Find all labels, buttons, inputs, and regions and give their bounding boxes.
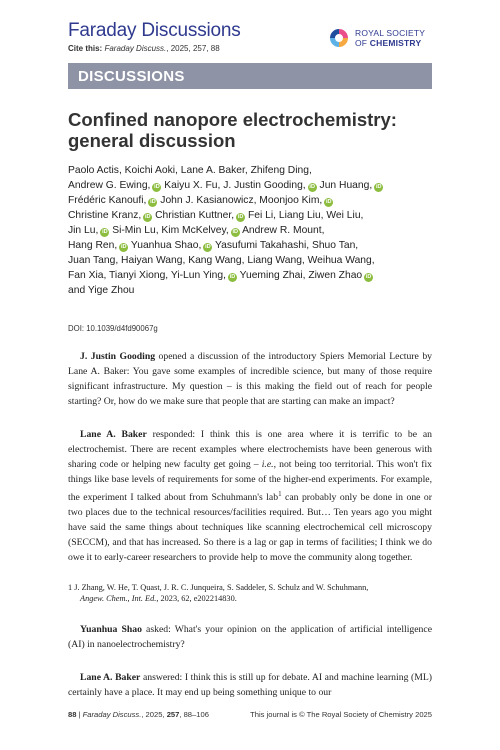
rsc-logo-icon xyxy=(328,27,350,49)
footer-year: , 2025, xyxy=(141,710,165,719)
author-text: Fei Li, Liang Liu, Wei Liu, xyxy=(247,210,364,221)
cite-rest: , 2025, 257, 88 xyxy=(166,44,220,53)
reference-authors: J. Zhang, W. He, T. Quast, J. R. C. Junqueira, S. Saddeler, S. Schulz and W. Schuhmann, xyxy=(74,583,369,592)
paragraph-text: answered: I think this is still up for debate. AI and machine learning (ML) certainly have a place. It may end up being something unique to our xyxy=(68,672,432,698)
orcid-icon[interactable]: iD xyxy=(232,229,239,235)
paragraph-text: , not being too territorial. This won't fix things like base levels of requirements for some of the higher-end experiments. For example, the experiment I talked about from Schuhmann's lab xyxy=(68,459,432,504)
author-line xyxy=(68,238,438,253)
paragraph-text: opened a discussion of the introductory Spiers Memorial Lecture by Lane A. Baker: You gave some examples of incredible science, but many of those require significant infrastructure. My question – is this making the field out of reach for people starting? Or, how do we make sure that people that are starting can make an impact? xyxy=(68,351,433,407)
rsc-logo xyxy=(328,27,425,49)
reference-journal: Angew. Chem., Int. Ed. xyxy=(80,594,157,603)
journal-header xyxy=(68,20,241,53)
author-text: Juan Tang, Haiyan Wang, Kang Wang, Liang Wang, Weihua Wang, xyxy=(68,255,375,266)
author-text: Si-Min Lu, Kim McKelvey, xyxy=(112,225,229,236)
speaker-name: Lane A. Baker xyxy=(80,429,147,440)
section-banner-label: DISCUSSIONS xyxy=(78,68,185,85)
reference-line xyxy=(68,582,432,593)
author-text: Christian Kuttner, xyxy=(155,210,235,221)
paragraph-italic: i.e. xyxy=(261,459,274,470)
speaker-name: J. Justin Gooding xyxy=(80,351,156,362)
paragraph-text: responded: I think this is one area where it is terrific to be an electrochemist. There are recent examples where electrochemists have been generous with sharing code or helping new faculty get going – xyxy=(68,429,433,470)
author-text: Andrew G. Ewing, xyxy=(68,180,151,191)
reference-number: 1 xyxy=(68,583,73,592)
author-line xyxy=(68,268,438,283)
footer-pages: , 88–106 xyxy=(179,710,209,719)
journal-title: Faraday Discussions xyxy=(68,20,241,41)
title-line-2: general discussion xyxy=(68,130,236,151)
paragraph-text: asked: What's your opinion on the application of artificial intelligence (AI) in nanoelectrochemistry? xyxy=(68,624,433,650)
paragraph-2 xyxy=(68,427,432,565)
author-text: Jun Huang, xyxy=(319,180,373,191)
reference-link[interactable]: 1 xyxy=(278,490,282,498)
orcid-icon[interactable]: iD xyxy=(154,184,160,190)
paragraph-3 xyxy=(68,622,432,652)
page-footer xyxy=(68,710,432,719)
author-list xyxy=(68,163,438,298)
footer-left: 88 | Faraday Discuss., 2025, 257, 88–106 xyxy=(68,710,209,719)
author-text: John J. Kasianowicz, Moonjoo Kim, xyxy=(160,195,323,206)
orcid-icon[interactable]: iD xyxy=(326,199,332,205)
author-text: and Yige Zhou xyxy=(68,285,135,296)
cite-journal: Faraday Discuss. xyxy=(104,44,167,53)
orcid-icon[interactable]: iD xyxy=(120,244,127,250)
speaker-name: Lane A. Baker xyxy=(80,672,141,683)
orcid-icon[interactable]: iD xyxy=(150,199,156,205)
article-title xyxy=(68,109,438,151)
section-banner xyxy=(68,63,432,89)
rsc-logo-text xyxy=(355,28,425,48)
paragraph-1 xyxy=(68,349,432,409)
page-number: 88 xyxy=(68,710,77,719)
orcid-icon[interactable]: iD xyxy=(365,274,372,280)
author-text: Paolo Actis, Koichi Aoki, Lane A. Baker, Zhifeng Ding, xyxy=(68,165,312,176)
author-line xyxy=(68,193,438,208)
orcid-icon[interactable]: iD xyxy=(205,244,211,250)
cite-prefix: Cite this: xyxy=(68,44,103,53)
rsc-line1: ROYAL SOCIETY xyxy=(355,28,426,38)
doi-link[interactable]: DOI: 10.1039/d4fd90067g xyxy=(68,324,158,333)
author-text: Andrew R. Mount, xyxy=(242,225,325,236)
reference-line xyxy=(68,593,432,604)
rsc-line2 xyxy=(355,38,425,48)
reference-details: , 2023, 62, e202214830. xyxy=(156,594,237,603)
author-text: Frédéric Kanoufi, xyxy=(68,195,147,206)
rsc-line2-prefix: OF xyxy=(355,38,368,48)
paragraph-text: can probably only be done in one or two places due to the technical resources/facilities required. But… Ten years ago you might have said the same things about techniques like scanning electrochemical cell microscopy (SECCM), and that has increased. So there is a lag or gap in terms of facilities; I think we do owe it to early-career researchers to provide help to move the community along together. xyxy=(68,492,432,564)
orcid-icon[interactable]: iD xyxy=(145,214,151,220)
author-line xyxy=(68,208,438,223)
author-line xyxy=(68,178,438,193)
author-text: Kaiyu X. Fu, J. Justin Gooding, xyxy=(164,180,306,191)
orcid-icon[interactable]: iD xyxy=(237,214,244,220)
orcid-icon[interactable]: iD xyxy=(309,184,315,190)
author-text: Christine Kranz, xyxy=(68,210,142,221)
author-text: Yueming Zhai, Ziwen Zhao xyxy=(239,270,363,281)
orcid-icon[interactable]: iD xyxy=(375,184,382,190)
title-line-1: Confined nanopore electrochemistry: xyxy=(68,109,397,130)
speaker-name: Yuanhua Shao xyxy=(80,624,142,635)
author-line xyxy=(68,223,438,238)
footer-volume: 257 xyxy=(166,710,180,719)
author-line xyxy=(68,253,438,268)
author-text: Fan Xia, Tianyi Xiong, Yi-Lun Ying, xyxy=(68,270,226,281)
author-line xyxy=(68,283,438,298)
reference-1 xyxy=(68,582,432,604)
author-text: Hang Ren, xyxy=(68,240,118,251)
orcid-icon[interactable]: iD xyxy=(102,229,108,235)
author-line xyxy=(68,163,438,178)
footer-copyright: This journal is © The Royal Society of Chemistry 2025 xyxy=(250,710,432,719)
author-text: Jin Lu, xyxy=(68,225,99,236)
author-text: Yasufumi Takahashi, Shuo Tan, xyxy=(215,240,359,251)
paragraph-4 xyxy=(68,670,432,702)
author-text: Yuanhua Shao, xyxy=(130,240,202,251)
footer-journal: Faraday Discuss. xyxy=(82,710,142,719)
rsc-line2-bold: CHEMISTRY xyxy=(369,38,422,48)
orcid-icon[interactable]: iD xyxy=(229,274,236,280)
citation-line xyxy=(68,44,241,53)
